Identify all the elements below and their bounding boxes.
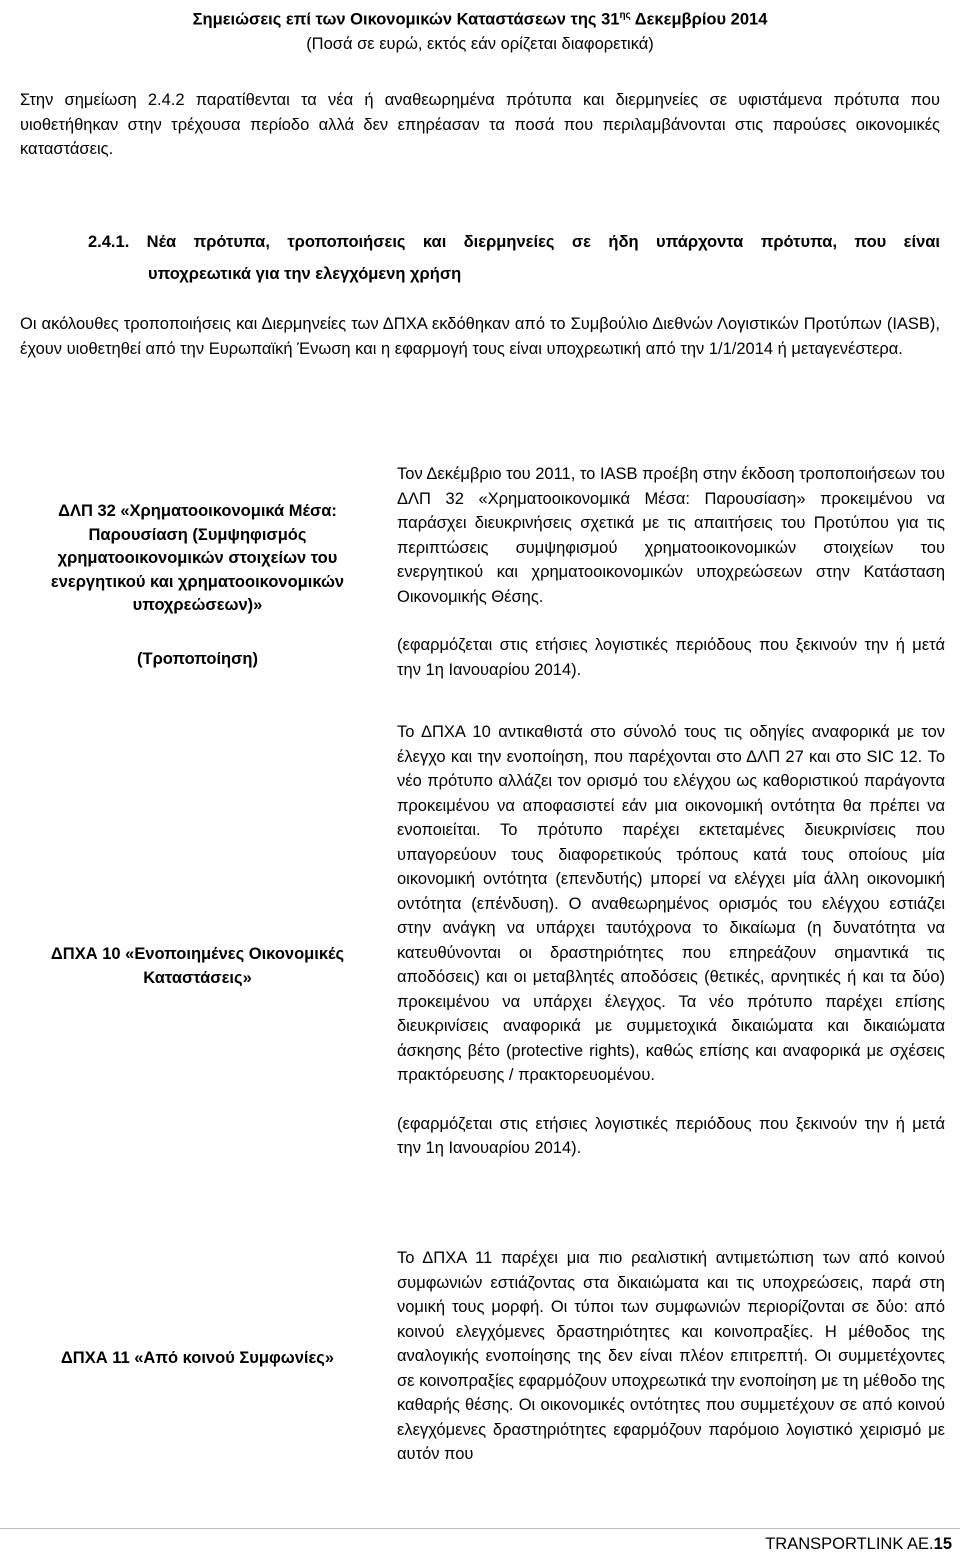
standard-title-ias32: ΔΛΠ 32 «Χρηματοοικονομικά Μέσα: Παρουσίαση (Συμψηφισμός χρηματοοικονομικών στοιχείων του ενεργητικού και χρηματοοικονομικών υποχρεώσεων)» (Τροποποίηση) (20, 500, 375, 671)
standard-subtitle-ias32: (Τροποποίηση) (137, 649, 258, 668)
standard-effective-ias32: (εφαρμόζεται στις ετήσιες λογιστικές περιόδους που ξεκινούν την ή μετά την 1η Ιανουαρίου 2014). (397, 636, 945, 679)
adopted-standards-paragraph: Οι ακόλουθες τροποποιήσεις και Διερμηνείες των ΔΠΧΑ εκδόθηκαν από το Συμβούλιο Διεθνών Λογιστικών Προτύπων (IASB), έχουν υιοθετηθεί από την Ευρωπαϊκή Ένωση και η εφαρμογή τους είναι υποχρεωτική από την 1/1/2014 ή μεταγενέστερα. (20, 315, 940, 358)
standard-description-ifrs10: Το ΔΠΧΑ 10 αντικαθιστά στο σύνολό τους τις οδηγίες αναφορικά με τον έλεγχο και την ενοποίηση, που παρέχονται στο ΔΛΠ 27 και στο SIC 12. Το νέο πρότυπο αλλάζει τον ορισμό του ελέγχου ως καθοριστικού παράγοντα προκειμένου να αποφασιστεί εάν μια οικονομική οντότητα θα πρέπει να ενοποιείται. Το πρότυπο παρέχει εκτεταμένες διευκρινίσεις που υπαγορεύουν τους διαφορετικούς τρόπους κατά τους οποίους μία οικονομική οντότητα (επενδυτής) μπορεί να ελέγχει μία άλλη οικονομική οντότητα (επένδυση). Ο αναθεωρημένος ορισμός του ελέγχου εστιάζει στην ανάγκη να υπάρχει ταυτόχρονα το δικαίωμα (η δυνατότητα να κατευθύνονται οι δραστηριότητες που επηρεάζουν σημαντικά τις αποδόσεις) και οι μεταβλητές αποδόσεις (θετικές, αρνητικές ή και τα δύο) προκειμένου να υπάρχει έλεγχος. Τα νέο πρότυπο παρέχει επίσης διευκρινίσεις αναφορικά με συμμετοχικά δικαιώματα και δικαιώματα άσκησης βέτο (protective rights), καθώς επίσης και αναφορικά με σχέσεις πρακτόρευσης / πρακτορευομένου. (εφαρμόζεται στις ετήσιες λογιστικές περιόδους που ξεκινούν την ή μετά την 1η Ιανουαρίου 2014). (397, 720, 945, 1161)
report-subtitle: (Ποσά σε ευρώ, εκτός εάν ορίζεται διαφορετικά) (306, 34, 654, 53)
standard-effective-ifrs10: (εφαρμόζεται στις ετήσιες λογιστικές περιόδους που ξεκινούν την ή μετά την 1η Ιανουαρίου 2014). (397, 1114, 945, 1157)
report-title: Σημειώσεις επί των Οικονομικών Καταστάσεων της $31^{\eta\varsigma}$ Δεκεμβρίου 2014 (192, 10, 768, 29)
footer-divider (0, 1528, 960, 1529)
standard-title-ifrs10: ΔΠΧΑ 10 «Ενοποιημένες Οικονομικές Καταστάσεις» (50, 945, 345, 987)
section-heading-continued: υποχρεωτικά για την ελεγχόμενη χρήση (148, 265, 462, 283)
page-header (0, 4, 960, 56)
standard-description-ias32: Τον Δεκέμβριο του 2011, το IASB προέβη στην έκδοση τροποποιήσεων του ΔΛΠ 32 «Χρηματοοικονομικά Μέσα: Παρουσίαση» προκειμένου να παράσχει διευκρινήσεις σχετικά με τις απαιτήσεις του Προτύπου για τις περιπτώσεις συμψηφισμού χρηματοοικονομικών στοιχείων του ενεργητικού και χρηματοοικονομικών υποχρεώσεων στην Κατάσταση Οικονομικής Θέσης. (εφαρμόζεται στις ετήσιες λογιστικές περιόδους που ξεκινούν την ή μετά την 1η Ιανουαρίου 2014). (397, 462, 945, 682)
page-footer (765, 1533, 952, 1555)
standard-title-ifrs11: ΔΠΧΑ 11 «Από κοινού Συμφωνίες» (60, 1349, 335, 1367)
footer-company: TRANSPORTLINK AE. (765, 1535, 934, 1553)
standard-description-ifrs11: Το ΔΠΧΑ 11 παρέχει μια πιο ρεαλιστική αντιμετώπιση των από κοινού συμφωνιών εστιάζοντας στα δικαιώματα και τις υποχρεώσεις, παρά στη νομική τους μορφή. Οι τύποι των συμφωνιών περιορίζονται σε δύο: από κοινού ελεγχόμενες δραστηριότητες και κοινοπραξίες. Η μέθοδος της αναλογικής ενοποίησης της δεν είναι πλέον επιτρεπτή. Οι συμμετέχοντες σε κοινοπραξίες εφαρμόζουν υποχρεωτικά την ενοποίηση με τη μέθοδο της καθαρής θέσης. Οι οικονομικές οντότητες που συμμετέχουν σε από κοινού ελεγχόμενες δραστηριότητες εφαρμόζουν παρόμοιο λογιστικό χειρισμό με αυτόν που (397, 1249, 945, 1463)
intro-paragraph: Στην σημείωση 2.4.2 παρατίθενται τα νέα ή αναθεωρημένα πρότυπα και διερμηνείες σε υφιστάμενα πρότυπα που υιοθετήθηκαν στην τρέχουσα περίοδο αλλά δεν επηρέασαν τα ποσά που περιλαμβάνονται στις παρούσες οικονομικές καταστάσεις. (20, 91, 940, 158)
section-heading: 2.4.1. Νέα πρότυπα, τροποποιήσεις και διερμηνείες σε ήδη υπάρχοντα πρότυπα, που είναι (88, 233, 940, 251)
page-number: 15 (933, 1535, 952, 1553)
